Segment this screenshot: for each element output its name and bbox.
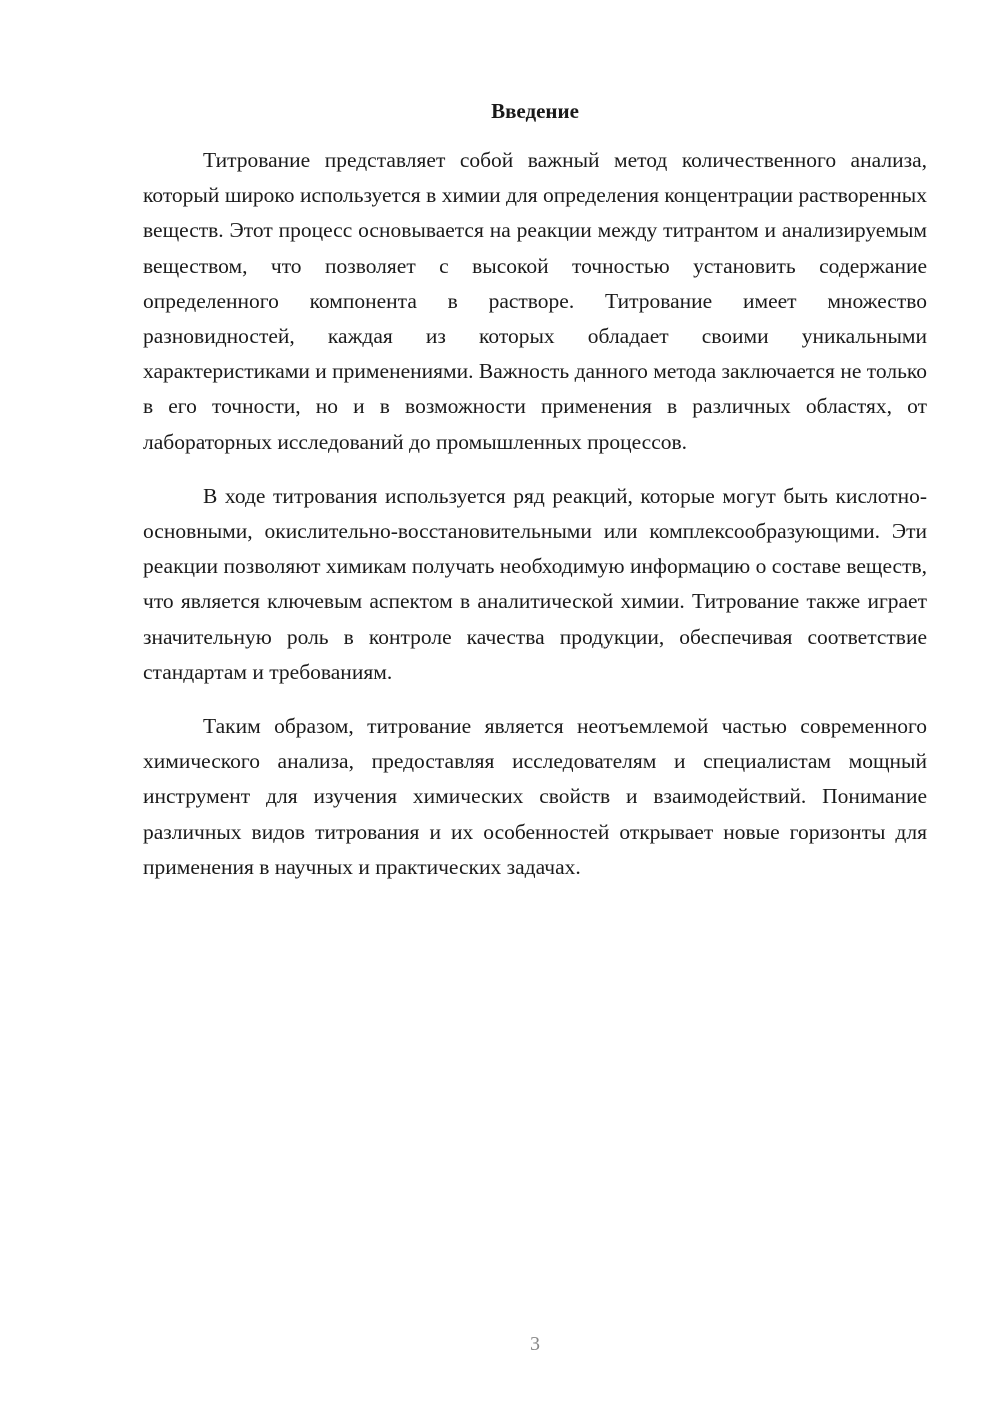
paragraph-3: Таким образом, титрование является неотъемлемой частью современного химического анализа, предоставляя исследователям и специалистам мощный инструмент для изучения химических свойств и взаимодействий. Понимание различных видов титрования и их особенностей открывает новые горизонты для применения в научных и практических задачах. [143,714,927,879]
paragraph-1: Титрование представляет собой важный метод количественного анализа, который широко используется в химии для определения концентрации растворенных веществ. Этот процесс основывается на реакции между титрантом и анализируемым веществом, что позволяет с высокой точностью установить содержание определенного компонента в растворе. Титрование имеет множество разновидностей, каждая из которых обладает своими уникальными характеристиками и применениями. Важность данного метода заключается не только в его точности, но и в возможности применения в различных областях, от лабораторных исследований до промышленных процессов. [143,148,927,454]
page-title: Введение [491,99,579,123]
paragraph-2: В ходе титрования используется ряд реакций, которые могут быть кислотно-основными, окислительно-восстановительными или комплексообразующими. Эти реакции позволяют химикам получать необходимую информацию о составе веществ, что является ключевым аспектом в аналитической химии. Титрование также играет значительную роль в контроле качества продукции, обеспечивая соответствие стандартам и требованиям. [143,483,927,684]
document-body [143,143,927,904]
page-number: 3 [530,1333,540,1355]
